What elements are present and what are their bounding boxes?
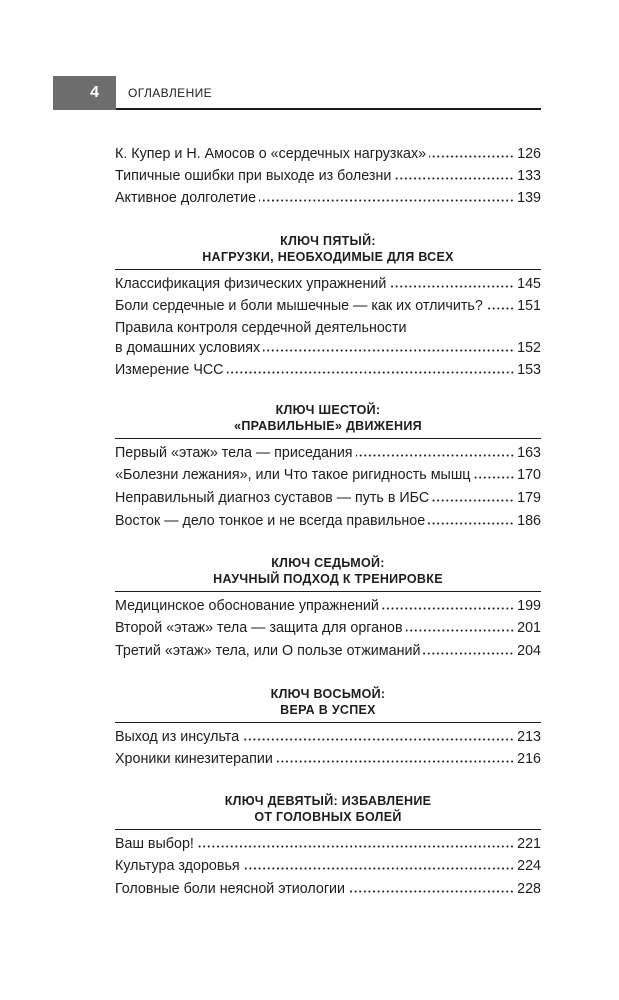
toc-section-intro: [115, 144, 541, 210]
section-heading-line: ВЕРА В УСПЕХ: [280, 703, 376, 717]
toc-entry: [115, 274, 541, 294]
toc-entry-title-line: Правила контроля сердечной деятельности: [115, 319, 407, 336]
toc-section-key-5: [115, 233, 541, 382]
toc-entry-row: [115, 596, 541, 616]
toc-section-key-7: [115, 555, 541, 664]
dot-leader: [432, 499, 514, 502]
dot-leader: [382, 607, 514, 610]
toc-entry-page: 139: [517, 190, 541, 206]
toc-entry-title: Ваш выбор!: [115, 835, 194, 852]
toc-entry-page: 199: [517, 597, 541, 614]
section-heading-line: «ПРАВИЛЬНЫЕ» ДВИЖЕНИЯ: [234, 419, 422, 433]
toc-entry: [115, 596, 541, 616]
toc-entry: [115, 166, 541, 186]
toc-entry: [115, 144, 541, 164]
toc-entry-title: Хроники кинезитерапии: [115, 751, 273, 768]
dot-leader: [263, 349, 514, 352]
toc-entry-list: [115, 727, 541, 770]
toc-entry-page: 224: [517, 858, 541, 875]
toc-entry: [115, 856, 541, 876]
section-heading-line: НАУЧНЫЙ ПОДХОД К ТРЕНИРОВКЕ: [213, 572, 443, 586]
dot-leader: [389, 285, 514, 288]
toc-entry-row: [115, 166, 541, 186]
toc-entry-list: [115, 144, 541, 208]
dot-leader: [276, 760, 514, 763]
toc-entry: [115, 834, 541, 854]
toc-section-key-8: [115, 686, 541, 772]
toc-entry-row: [115, 360, 541, 380]
toc-entry-title: Боли сердечные и боли мышечные — как их отличить?: [115, 297, 483, 314]
toc-entry-page: 152: [517, 339, 541, 356]
toc-entry-row: [115, 188, 541, 208]
toc-entry-row: [115, 274, 541, 294]
toc-entry-title: «Болезни лежания», или Что такое ригидность мышц: [115, 467, 471, 484]
toc-entry-row: [115, 296, 541, 316]
toc-entry-row: [115, 727, 541, 747]
toc-entry-page: 204: [517, 642, 541, 659]
toc-entry-title: Культура здоровья: [115, 858, 240, 875]
toc-entry: [115, 488, 541, 508]
section-heading-line: КЛЮЧ ШЕСТОЙ:: [275, 403, 381, 417]
toc-entry-title: Головные боли неясной этиологии: [115, 880, 346, 897]
toc-entry-list: [115, 274, 541, 380]
toc-entry-page: 153: [517, 361, 541, 378]
toc-entry-page: 151: [517, 297, 541, 314]
section-heading-line: КЛЮЧ ПЯТЫЙ:: [280, 234, 376, 248]
toc-entry: [115, 511, 541, 531]
toc-entry-title: Типичные ошибки при выходе из болезни: [115, 168, 392, 184]
toc-entry-title: Восток — дело тонкое и не всегда правильное: [115, 512, 426, 529]
section-heading: [115, 233, 541, 270]
toc-entry-page: 126: [517, 146, 541, 162]
dot-leader: [197, 845, 514, 848]
dot-leader: [227, 371, 515, 374]
section-heading-line: КЛЮЧ ДЕВЯТЫЙ: ИЗБАВЛЕНИЕ: [224, 794, 432, 808]
toc-section-key-6: [115, 402, 541, 533]
toc-entry-page: 216: [517, 751, 541, 768]
header-rule: [116, 108, 541, 110]
dot-leader: [423, 652, 514, 655]
toc-entry-row: [115, 465, 541, 485]
section-heading: [115, 555, 541, 592]
toc-entry-title: К. Купер и Н. Амосов о «сердечных нагрузках»: [115, 146, 427, 162]
toc-entry-row: [115, 443, 541, 463]
toc-entry-row: [115, 338, 541, 358]
toc-entry: [115, 443, 541, 463]
dot-leader: [259, 199, 514, 202]
toc-entry: [115, 296, 541, 316]
toc-entry: [115, 188, 541, 208]
toc-entry: [115, 879, 541, 899]
section-heading-line: КЛЮЧ ВОСЬМОЙ:: [270, 687, 386, 701]
section-heading: [115, 686, 541, 723]
dot-leader: [428, 522, 514, 525]
running-head-title: ОГЛАВЛЕНИЕ: [128, 86, 213, 100]
toc-section-key-9: [115, 793, 541, 902]
toc-entry: [115, 618, 541, 638]
page-number: 4: [90, 83, 99, 101]
toc-entry-row: [115, 488, 541, 508]
toc-entry-title: Измерение ЧСС: [115, 361, 224, 378]
toc-entry-row: [115, 834, 541, 854]
toc-entry: [115, 727, 541, 747]
section-heading-line: ОТ ГОЛОВНЫХ БОЛЕЙ: [254, 810, 402, 824]
toc-entry-row: [115, 856, 541, 876]
toc-entry-page: 133: [517, 168, 541, 184]
toc-entry-list: [115, 443, 541, 531]
dot-leader: [356, 454, 515, 457]
dot-leader: [429, 155, 514, 158]
section-heading-line: НАГРУЗКИ, НЕОБХОДИМЫЕ ДЛЯ ВСЕХ: [202, 250, 454, 264]
section-heading: [115, 793, 541, 830]
dot-leader: [406, 629, 515, 632]
section-heading: [115, 402, 541, 439]
dot-leader: [474, 476, 515, 479]
toc-entry-page: 213: [517, 728, 541, 745]
toc-entry-page: 170: [517, 467, 541, 484]
toc-entry-list: [115, 596, 541, 661]
toc-entry-page: 228: [517, 880, 541, 897]
toc-entry-row: [115, 511, 541, 531]
toc-entry: [115, 465, 541, 485]
toc-entry-title: Третий «этаж» тела, или О пользе отжиманий: [115, 642, 421, 659]
dot-leader: [486, 307, 514, 310]
toc-entry-row: [115, 641, 541, 661]
toc-entry-page: 221: [517, 835, 541, 852]
toc-entry-page: 145: [517, 275, 541, 292]
toc-entry-page: 201: [517, 620, 541, 637]
toc-entry-row: [115, 879, 541, 899]
toc-entry-row: [115, 144, 541, 164]
section-heading-line: КЛЮЧ СЕДЬМОЙ:: [271, 556, 385, 570]
toc-entry-title: Классификация физических упражнений: [115, 275, 387, 292]
toc-entry: [115, 641, 541, 661]
toc-entry-title: Медицинское обоснование упражнений: [115, 597, 379, 614]
page-number-tab: [53, 76, 116, 110]
toc-entry-page: 186: [517, 512, 541, 529]
toc-entry-list: [115, 834, 541, 899]
toc-entry: [115, 749, 541, 769]
toc-entry-row: [115, 749, 541, 769]
dot-leader: [243, 867, 515, 870]
toc-entry-title: Первый «этаж» тела — приседания: [115, 444, 353, 461]
toc-entry-title: Активное долголетие: [115, 190, 257, 206]
toc-entry-row: [115, 618, 541, 638]
toc-entry-title: в домашних условиях: [115, 339, 261, 356]
dot-leader: [394, 177, 514, 180]
toc-entry-page: 179: [517, 489, 541, 506]
toc-entry-title: Неправильный диагноз суставов — путь в ИБС: [115, 489, 430, 506]
toc-entry: [115, 360, 541, 380]
dot-leader: [242, 738, 514, 741]
toc-entry-title: Выход из инсульта: [115, 728, 240, 745]
dot-leader: [348, 890, 514, 893]
toc-entry-page: 163: [517, 444, 541, 461]
toc-entry-title: Второй «этаж» тела — защита для органов: [115, 620, 403, 637]
toc-entry: [115, 318, 541, 358]
